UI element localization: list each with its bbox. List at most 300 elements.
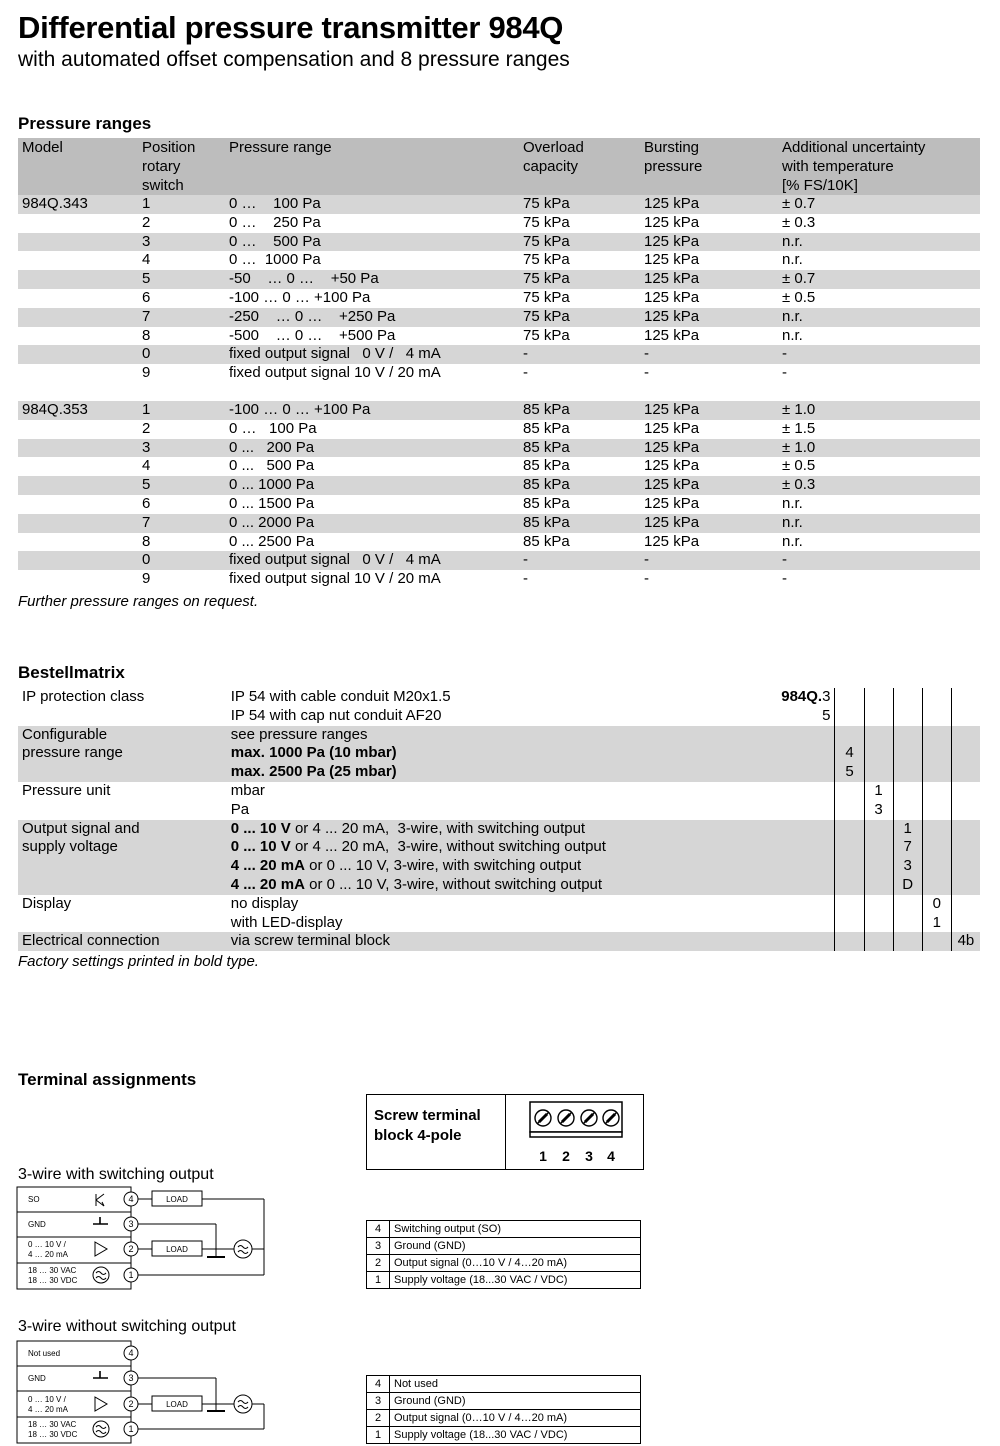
cell: 125 kPa bbox=[644, 457, 700, 475]
cell: 85 kPa bbox=[519, 476, 640, 495]
matrix-c2 bbox=[864, 857, 893, 876]
cell: - bbox=[519, 345, 640, 364]
matrix-c4 bbox=[922, 857, 951, 876]
terminal-function: Switching output (SO) bbox=[390, 1221, 641, 1238]
terminal-number: 3 bbox=[367, 1393, 390, 1410]
matrix-c3 bbox=[893, 688, 922, 707]
pin-4b: 4 bbox=[128, 1348, 134, 1358]
matrix-c3 bbox=[893, 914, 922, 933]
cell: 8 bbox=[142, 326, 151, 344]
model-cell bbox=[18, 457, 138, 476]
pin-3: 3 bbox=[128, 1219, 134, 1229]
table-row bbox=[18, 214, 980, 233]
wiring-diagram-with-switching bbox=[16, 1186, 268, 1290]
matrix-c2 bbox=[864, 932, 893, 951]
wiring-with-switching-title: 3-wire with switching output bbox=[18, 1166, 214, 1183]
table-row bbox=[18, 364, 980, 383]
cell: 7 bbox=[138, 308, 225, 327]
matrix-label bbox=[18, 763, 227, 782]
matrix-value: no display bbox=[230, 894, 299, 912]
matrix-label bbox=[18, 914, 227, 933]
matrix-c4 bbox=[922, 707, 951, 726]
matrix-row bbox=[18, 857, 980, 876]
matrix-code bbox=[753, 801, 835, 820]
matrix-value: 4 ... 20 mA or 0 ... 10 V, 3-wire, with switching output bbox=[227, 857, 753, 876]
load-label-3: LOAD bbox=[166, 1400, 188, 1409]
table-row bbox=[18, 420, 980, 439]
table-row bbox=[18, 476, 980, 495]
matrix-label bbox=[18, 857, 227, 876]
matrix-c1 bbox=[835, 876, 864, 895]
assignment-row bbox=[367, 1410, 641, 1427]
model-cell bbox=[18, 270, 138, 289]
matrix-label: Output signal and bbox=[18, 820, 227, 839]
terminal-function: Not used bbox=[390, 1376, 641, 1393]
matrix-c2 bbox=[864, 820, 893, 839]
cell: ± 1.5 bbox=[782, 419, 816, 437]
cell: 85 kPa bbox=[519, 439, 640, 458]
table-row bbox=[18, 533, 980, 552]
col-range: Pressure range bbox=[225, 138, 519, 195]
matrix-c5 bbox=[951, 744, 980, 763]
matrix-c2 bbox=[864, 763, 893, 782]
cell: - bbox=[519, 551, 640, 570]
table-row bbox=[18, 251, 980, 270]
header-row bbox=[18, 138, 980, 195]
matrix-c1 bbox=[835, 801, 864, 820]
matrix-value: 0 ... 10 V or 4 ... 20 mA, 3-wire, with switching output bbox=[227, 820, 753, 839]
cell: - bbox=[778, 551, 980, 570]
cell: 0 ... 2000 Pa bbox=[225, 514, 519, 533]
load-label-2: LOAD bbox=[166, 1245, 188, 1254]
matrix-c3 bbox=[893, 782, 922, 801]
matrix-row bbox=[18, 895, 980, 914]
matrix-c5 bbox=[951, 726, 980, 745]
label-gnd-2: GND bbox=[28, 1374, 46, 1383]
matrix-c1 bbox=[835, 838, 864, 857]
matrix-c5 bbox=[951, 914, 980, 933]
matrix-c3 bbox=[893, 895, 922, 914]
cell: 9 bbox=[142, 364, 151, 382]
terminal-num-4: 4 bbox=[607, 1148, 615, 1164]
matrix-label bbox=[18, 876, 227, 895]
assignment-table-with-switching bbox=[366, 1220, 641, 1289]
matrix-c3: 3 bbox=[893, 857, 922, 876]
matrix-c5 bbox=[951, 763, 980, 782]
cell: 4 bbox=[142, 251, 151, 269]
matrix-c2 bbox=[864, 688, 893, 707]
cell: ± 0.7 bbox=[778, 195, 980, 214]
cell: - bbox=[640, 551, 778, 570]
matrix-c5 bbox=[951, 857, 980, 876]
cell: - bbox=[782, 570, 787, 588]
matrix-code bbox=[753, 932, 835, 951]
pin-2: 2 bbox=[128, 1244, 134, 1254]
cell: n.r. bbox=[782, 326, 803, 344]
matrix-code bbox=[753, 726, 835, 745]
cell: -50 … 0 … +50 Pa bbox=[225, 270, 519, 289]
matrix-c2 bbox=[864, 876, 893, 895]
col-bursting: Bursting pressure bbox=[640, 138, 778, 195]
table-row bbox=[18, 327, 980, 346]
pin-1: 1 bbox=[128, 1270, 134, 1280]
spacer-row bbox=[18, 383, 980, 401]
pin-1b: 1 bbox=[128, 1424, 134, 1434]
cell: n.r. bbox=[778, 308, 980, 327]
pin-4: 4 bbox=[128, 1194, 134, 1204]
cell: 125 kPa bbox=[640, 308, 778, 327]
pressure-ranges-heading: Pressure ranges bbox=[18, 114, 152, 133]
cell: 0 ... 200 Pa bbox=[225, 439, 519, 458]
matrix-c5 bbox=[951, 707, 980, 726]
matrix-c1 bbox=[835, 914, 864, 933]
model-cell bbox=[18, 533, 138, 552]
label-gnd: GND bbox=[28, 1220, 46, 1229]
matrix-row bbox=[18, 782, 980, 801]
terminal-function: Output signal (0…10 V / 4…20 mA) bbox=[390, 1255, 641, 1272]
matrix-c4 bbox=[922, 820, 951, 839]
assignment-row bbox=[367, 1376, 641, 1393]
matrix-c3 bbox=[893, 932, 922, 951]
label-signal-v: 0 … 10 V / bbox=[28, 1240, 66, 1249]
terminal-num-3: 3 bbox=[585, 1148, 593, 1164]
table-row bbox=[18, 514, 980, 533]
matrix-c5: 4b bbox=[951, 932, 980, 951]
cell: 0 bbox=[138, 345, 225, 364]
cell: 75 kPa bbox=[519, 270, 640, 289]
matrix-c2: 1 bbox=[864, 782, 893, 801]
matrix-code bbox=[753, 876, 835, 895]
cell: 3 bbox=[138, 439, 225, 458]
model-cell bbox=[18, 570, 138, 589]
assignment-table-without-switching bbox=[366, 1375, 641, 1444]
matrix-c2 bbox=[864, 895, 893, 914]
cell: 0 ... 1500 Pa bbox=[229, 494, 315, 512]
terminal-function: Supply voltage (18...30 VAC / VDC) bbox=[390, 1272, 641, 1289]
assignment-row bbox=[367, 1272, 641, 1289]
label-supply-vac-2: 18 … 30 VAC bbox=[28, 1420, 77, 1429]
cell: 125 kPa bbox=[640, 514, 778, 533]
matrix-c4 bbox=[922, 688, 951, 707]
cell: n.r. bbox=[782, 251, 803, 269]
matrix-value: via screw terminal block bbox=[227, 932, 753, 951]
cell: ± 1.0 bbox=[778, 401, 980, 420]
model-cell bbox=[18, 345, 138, 364]
model-cell: 984Q.343 bbox=[18, 195, 138, 214]
matrix-c1 bbox=[835, 707, 864, 726]
assignment-row bbox=[367, 1427, 641, 1444]
cell: 125 kPa bbox=[644, 494, 700, 512]
terminal-heading: Terminal assignments bbox=[18, 1070, 197, 1089]
terminal-block-icon bbox=[517, 1097, 637, 1167]
matrix-value: max. 2500 Pa (25 mbar) bbox=[227, 763, 753, 782]
cell: 85 kPa bbox=[519, 401, 640, 420]
model-cell bbox=[18, 251, 138, 270]
cell: n.r. bbox=[782, 532, 803, 550]
cell: 75 kPa bbox=[519, 195, 640, 214]
cell: ± 0.5 bbox=[782, 457, 816, 475]
label-not-used: Not used bbox=[28, 1349, 61, 1358]
wiring-diagram-without-switching bbox=[16, 1340, 268, 1444]
matrix-value: 4 ... 20 mA or 0 ... 10 V, 3-wire, without switching output bbox=[227, 876, 753, 895]
cell: 75 kPa bbox=[523, 326, 570, 344]
matrix-code bbox=[753, 895, 835, 914]
cell: 125 kPa bbox=[644, 288, 700, 306]
matrix-label: Electrical connection bbox=[18, 932, 227, 951]
cell: 125 kPa bbox=[644, 532, 700, 550]
cell: ± 0.7 bbox=[778, 270, 980, 289]
matrix-c5 bbox=[951, 838, 980, 857]
matrix-c2 bbox=[864, 744, 893, 763]
cell: 85 kPa bbox=[523, 457, 570, 475]
terminal-function: Ground (GND) bbox=[390, 1238, 641, 1255]
matrix-c2: 3 bbox=[864, 801, 893, 820]
cell: 0 … 250 Pa bbox=[229, 213, 321, 231]
matrix-c3 bbox=[893, 744, 922, 763]
cell: 125 kPa bbox=[644, 251, 700, 269]
matrix-code bbox=[753, 744, 835, 763]
matrix-c4 bbox=[922, 744, 951, 763]
cell: ± 0.3 bbox=[778, 476, 980, 495]
cell: fixed output signal 10 V / 20 mA bbox=[229, 570, 441, 588]
cell: 85 kPa bbox=[523, 532, 570, 550]
model-cell: 984Q.353 bbox=[18, 401, 138, 420]
table-row bbox=[18, 570, 980, 589]
cell: 125 kPa bbox=[640, 439, 778, 458]
matrix-c4: 0 bbox=[922, 895, 951, 914]
table-row bbox=[18, 439, 980, 458]
table-row bbox=[18, 233, 980, 252]
matrix-c5 bbox=[951, 895, 980, 914]
matrix-c3 bbox=[893, 801, 922, 820]
matrix-row bbox=[18, 838, 980, 857]
cell: 0 … 100 Pa bbox=[229, 419, 317, 437]
cell: 5 bbox=[138, 270, 225, 289]
cell: 125 kPa bbox=[644, 326, 700, 344]
cell: - bbox=[644, 364, 649, 382]
cell: 2 bbox=[142, 419, 151, 437]
cell: n.r. bbox=[778, 233, 980, 252]
terminal-num-2: 2 bbox=[562, 1148, 570, 1164]
cell: - bbox=[523, 364, 528, 382]
wiring-without-switching-title: 3-wire without switching output bbox=[18, 1318, 236, 1335]
matrix-label: supply voltage bbox=[18, 838, 227, 857]
matrix-code bbox=[753, 782, 835, 801]
cell: 125 kPa bbox=[644, 419, 700, 437]
table-row bbox=[18, 195, 980, 214]
matrix-label: Pressure unit bbox=[22, 781, 111, 799]
col-uncertainty: Additional uncertainty with temperature [% FS/10K] bbox=[778, 138, 980, 195]
matrix-c4 bbox=[922, 876, 951, 895]
terminal-number: 1 bbox=[367, 1272, 390, 1289]
matrix-c1 bbox=[835, 895, 864, 914]
assignment-row bbox=[367, 1255, 641, 1272]
matrix-c1 bbox=[835, 932, 864, 951]
matrix-c1 bbox=[835, 688, 864, 707]
matrix-c4 bbox=[922, 726, 951, 745]
matrix-c4 bbox=[922, 763, 951, 782]
cell: 0 bbox=[138, 551, 225, 570]
cell: 2 bbox=[142, 213, 151, 231]
matrix-label: Display bbox=[22, 894, 72, 912]
cell: 9 bbox=[142, 570, 151, 588]
cell: -100 … 0 … +100 Pa bbox=[225, 401, 519, 420]
terminal-num-1: 1 bbox=[539, 1148, 547, 1164]
load-label-1: LOAD bbox=[166, 1195, 188, 1204]
terminal-number: 2 bbox=[367, 1255, 390, 1272]
cell: 5 bbox=[138, 476, 225, 495]
matrix-value: see pressure ranges bbox=[227, 726, 753, 745]
cell: - bbox=[644, 570, 649, 588]
terminal-function: Output signal (0…10 V / 4…20 mA) bbox=[390, 1410, 641, 1427]
cell: -250 … 0 … +250 Pa bbox=[225, 308, 519, 327]
matrix-code: 984Q.3 bbox=[781, 688, 831, 705]
assignment-row bbox=[367, 1238, 641, 1255]
matrix-c5 bbox=[951, 820, 980, 839]
col-position: Position rotary switch bbox=[138, 138, 225, 195]
matrix-row bbox=[18, 876, 980, 895]
cell: -500 … 0 … +500 Pa bbox=[229, 326, 396, 344]
matrix-value: Pa bbox=[230, 800, 250, 818]
cell: 125 kPa bbox=[640, 195, 778, 214]
model-cell bbox=[18, 308, 138, 327]
cell: - bbox=[523, 570, 528, 588]
matrix-code bbox=[753, 857, 835, 876]
matrix-value: max. 1000 Pa (10 mbar) bbox=[227, 744, 753, 763]
assignment-row bbox=[367, 1221, 641, 1238]
matrix-value: IP 54 with cable conduit M20x1.5 bbox=[230, 688, 451, 705]
matrix-code bbox=[753, 763, 835, 782]
matrix-c5 bbox=[951, 876, 980, 895]
cell: 125 kPa bbox=[644, 213, 700, 231]
matrix-row bbox=[18, 801, 980, 820]
cell: 75 kPa bbox=[523, 213, 570, 231]
model-cell bbox=[18, 289, 138, 308]
page-title: Differential pressure transmitter 984Q bbox=[18, 10, 564, 45]
matrix-row bbox=[18, 932, 980, 951]
matrix-c4 bbox=[922, 782, 951, 801]
terminal-number: 1 bbox=[367, 1427, 390, 1444]
cell: fixed output signal 10 V / 20 mA bbox=[229, 364, 441, 382]
matrix-code bbox=[753, 838, 835, 857]
model-cell bbox=[18, 439, 138, 458]
cell: 6 bbox=[142, 288, 151, 306]
model-cell bbox=[18, 233, 138, 252]
terminal-number: 2 bbox=[367, 1410, 390, 1427]
model-cell bbox=[18, 514, 138, 533]
table-row bbox=[18, 289, 980, 308]
matrix-c3 bbox=[893, 726, 922, 745]
ranges-note: Further pressure ranges on request. bbox=[18, 593, 259, 610]
cell: 3 bbox=[138, 233, 225, 252]
matrix-c1: 4 bbox=[835, 744, 864, 763]
label-signal-ma: 4 … 20 mA bbox=[28, 1250, 69, 1259]
matrix-c3: D bbox=[893, 876, 922, 895]
cell: 125 kPa bbox=[640, 233, 778, 252]
cell: 0 … 100 Pa bbox=[225, 195, 519, 214]
cell: fixed output signal 0 V / 4 mA bbox=[225, 345, 519, 364]
table-row bbox=[18, 551, 980, 570]
col-model: Model bbox=[18, 138, 138, 195]
matrix-c5 bbox=[951, 801, 980, 820]
matrix-row bbox=[18, 688, 980, 707]
matrix-c5 bbox=[951, 782, 980, 801]
matrix-c3: 7 bbox=[893, 838, 922, 857]
matrix-c4 bbox=[922, 801, 951, 820]
cell: -100 … 0 … +100 Pa bbox=[229, 288, 371, 306]
col-overload: Overload capacity bbox=[519, 138, 640, 195]
matrix-code: 5 bbox=[822, 706, 831, 724]
matrix-c5 bbox=[951, 688, 980, 707]
cell: 125 kPa bbox=[640, 270, 778, 289]
matrix-c3: 1 bbox=[893, 820, 922, 839]
screw-terminal-block bbox=[366, 1094, 644, 1170]
cell: 0 ... 500 Pa bbox=[229, 457, 315, 475]
model-cell bbox=[18, 214, 138, 233]
matrix-row bbox=[18, 726, 980, 745]
matrix-code bbox=[753, 820, 835, 839]
pin-3b: 3 bbox=[128, 1373, 134, 1383]
label-so: SO bbox=[28, 1195, 40, 1204]
table-row bbox=[18, 457, 980, 476]
matrix-row bbox=[18, 914, 980, 933]
matrix-c1 bbox=[835, 782, 864, 801]
cell: 1 bbox=[138, 401, 225, 420]
table-row bbox=[18, 345, 980, 364]
table-row bbox=[18, 270, 980, 289]
order-matrix-heading: Bestellmatrix bbox=[18, 663, 125, 682]
table-row bbox=[18, 308, 980, 327]
cell: - bbox=[778, 345, 980, 364]
terminal-function: Supply voltage (18...30 VAC / VDC) bbox=[390, 1427, 641, 1444]
cell: 0 ... 1000 Pa bbox=[225, 476, 519, 495]
label-signal-v-2: 0 … 10 V / bbox=[28, 1395, 66, 1404]
matrix-c1 bbox=[835, 820, 864, 839]
assignment-row bbox=[367, 1393, 641, 1410]
cell: ± 1.0 bbox=[778, 439, 980, 458]
cell: - bbox=[640, 345, 778, 364]
matrix-label bbox=[18, 707, 227, 726]
matrix-label: IP protection class bbox=[22, 688, 145, 705]
matrix-c2 bbox=[864, 707, 893, 726]
cell: 75 kPa bbox=[519, 308, 640, 327]
terminal-number: 4 bbox=[367, 1221, 390, 1238]
cell: 0 … 500 Pa bbox=[225, 233, 519, 252]
matrix-c4 bbox=[922, 838, 951, 857]
matrix-value: with LED-display bbox=[230, 913, 343, 931]
matrix-code bbox=[753, 914, 835, 933]
matrix-c1: 5 bbox=[835, 763, 864, 782]
matrix-c2 bbox=[864, 838, 893, 857]
matrix-c2 bbox=[864, 726, 893, 745]
cell: 125 kPa bbox=[640, 401, 778, 420]
matrix-c2 bbox=[864, 914, 893, 933]
model-cell bbox=[18, 364, 138, 383]
table-row bbox=[18, 495, 980, 514]
cell: 4 bbox=[142, 457, 151, 475]
cell: 85 kPa bbox=[519, 514, 640, 533]
matrix-value: 0 ... 10 V or 4 ... 20 mA, 3-wire, without switching output bbox=[227, 838, 753, 857]
cell: 75 kPa bbox=[519, 233, 640, 252]
cell: 75 kPa bbox=[523, 251, 570, 269]
model-cell bbox=[18, 476, 138, 495]
pin-2b: 2 bbox=[128, 1399, 134, 1409]
cell: 1 bbox=[138, 195, 225, 214]
model-cell bbox=[18, 420, 138, 439]
page-subtitle: with automated offset compensation and 8 pressure ranges bbox=[18, 48, 570, 71]
matrix-row bbox=[18, 707, 980, 726]
model-cell bbox=[18, 327, 138, 346]
